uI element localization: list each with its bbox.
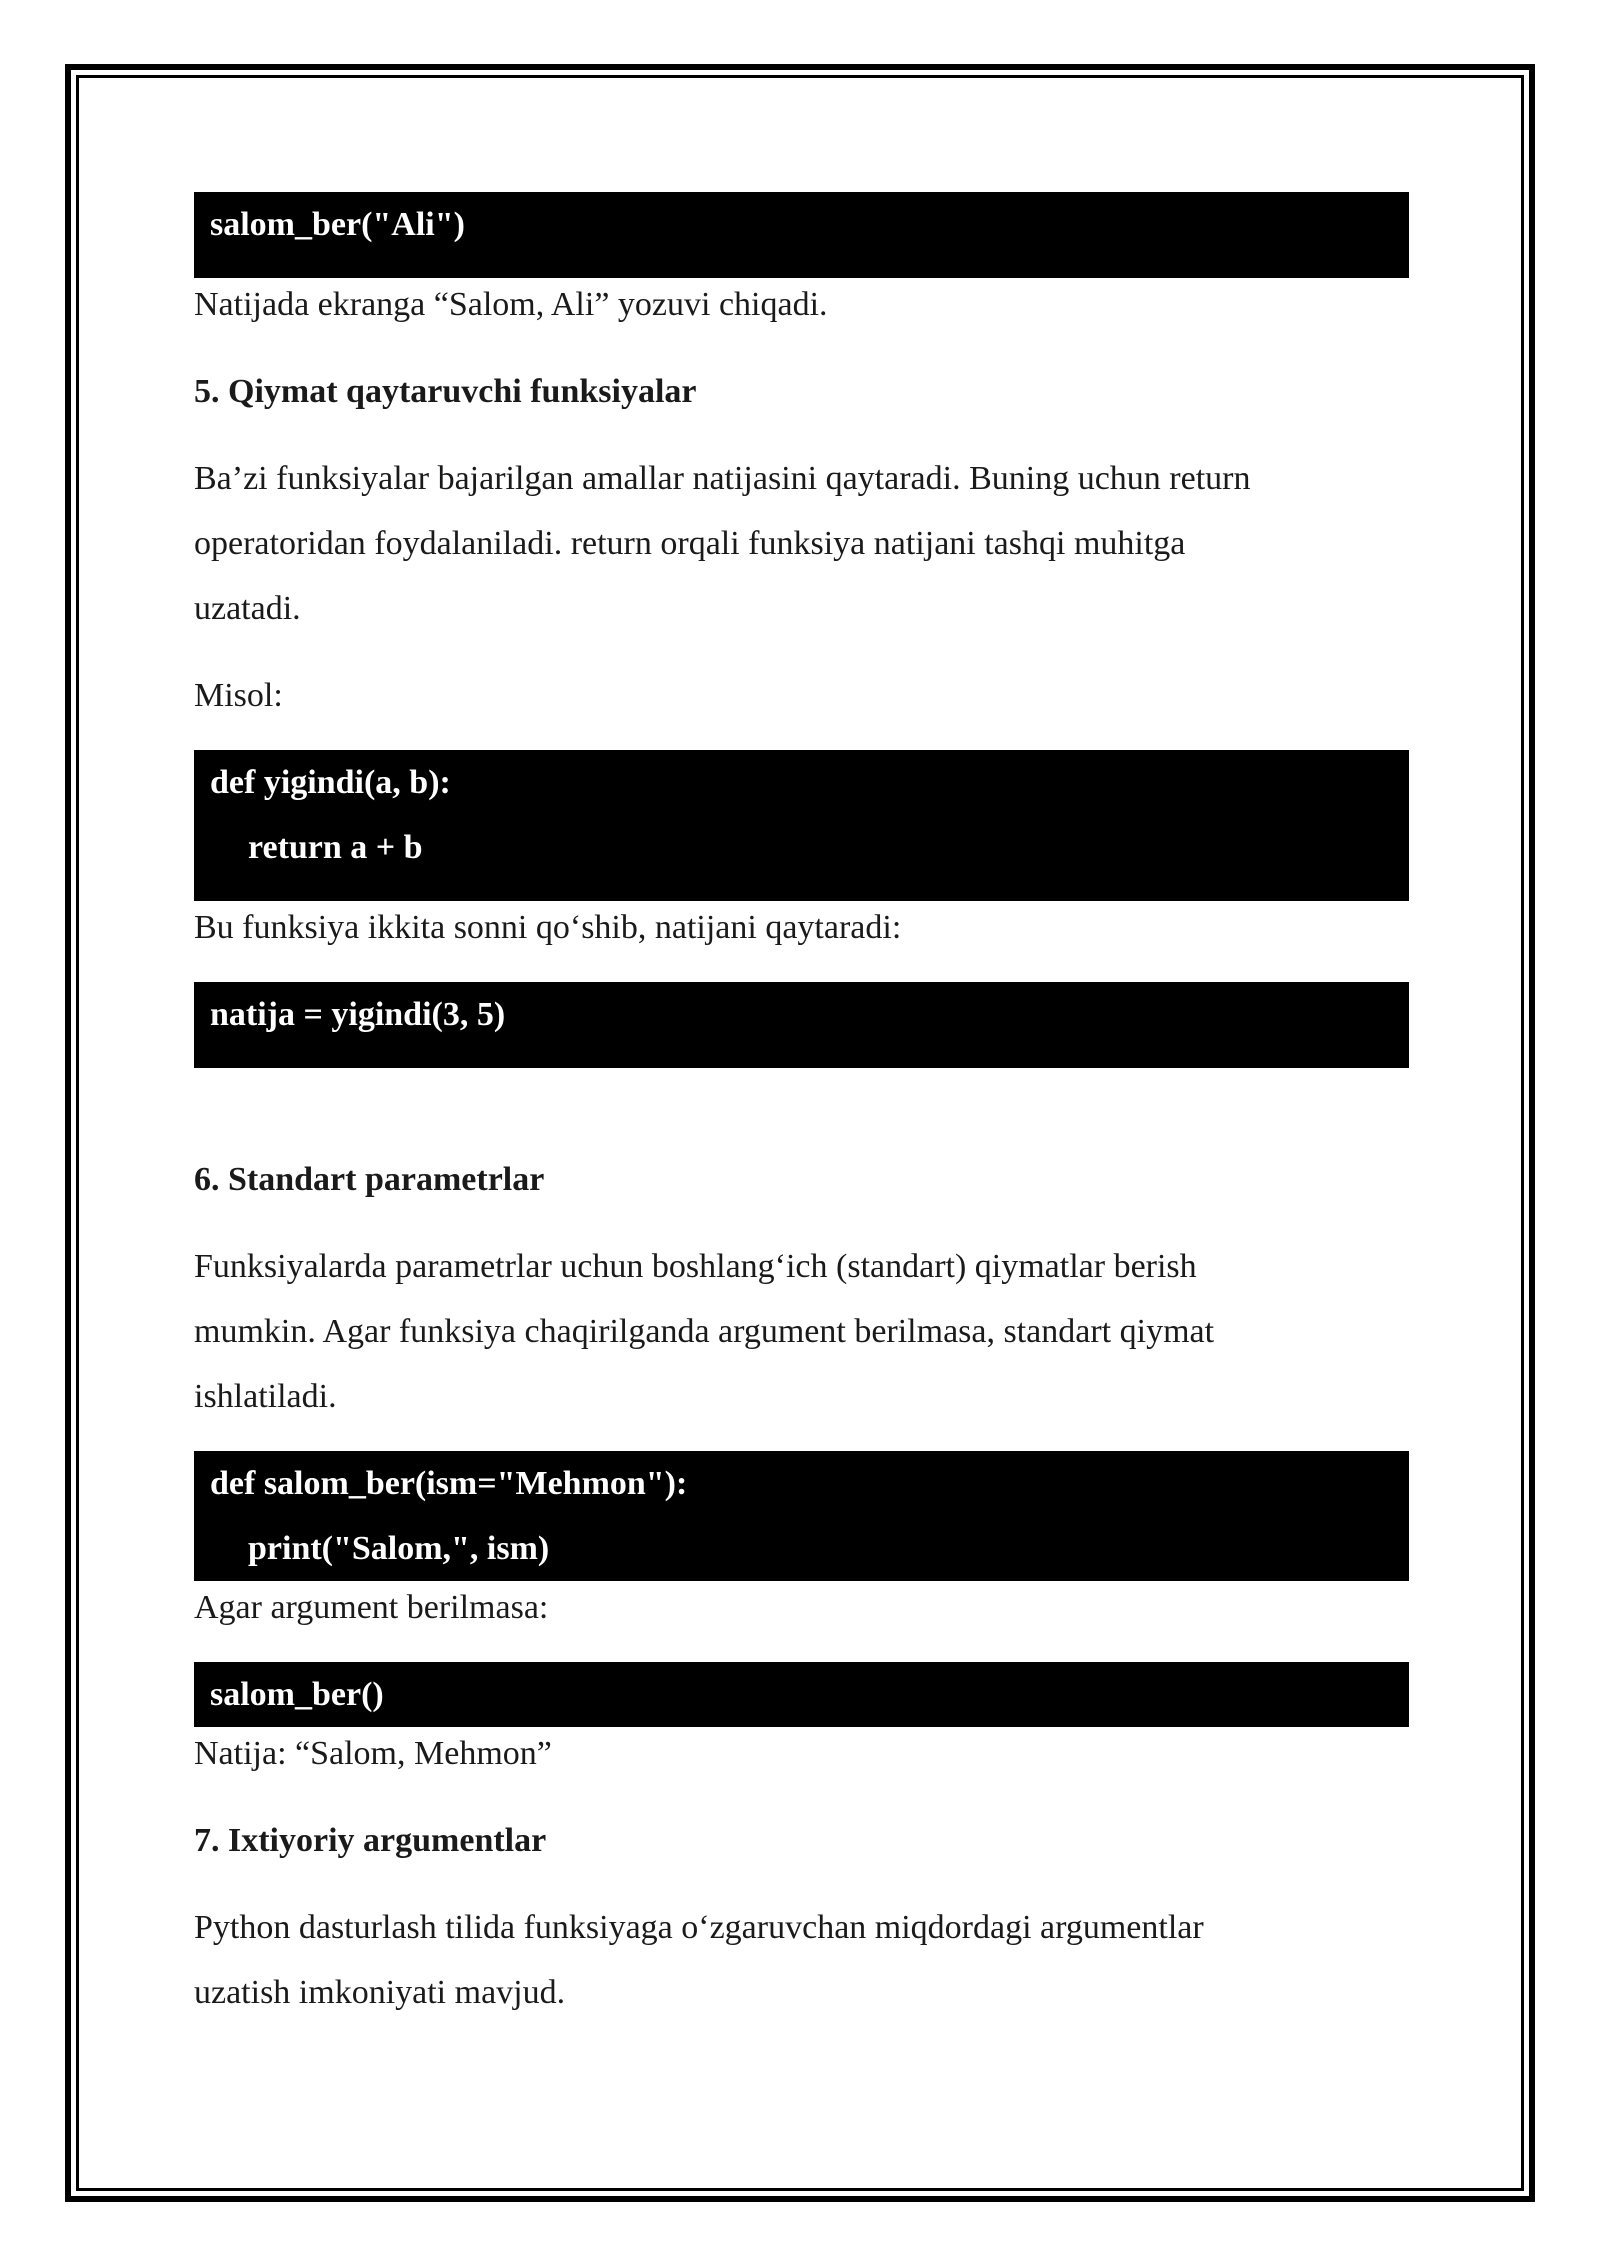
paragraph-return-intro [194, 446, 1409, 641]
code-line: natija = yigindi(3, 5) [210, 996, 506, 1033]
code-line: salom_ber() [210, 1676, 384, 1713]
code-line: return a + b [248, 829, 423, 866]
paragraph-line: Funksiyalarda parametrlar uchun boshlang‘ich (standart) qiymatlar berish [194, 1248, 1197, 1285]
paragraph-line: mumkin. Agar funksiya chaqirilganda argument berilmasa, standart qiymat [194, 1313, 1215, 1350]
paragraph-varargs [194, 1895, 1409, 2025]
heading-section-6: 6. Standart parametrlar [194, 1161, 545, 1198]
paragraph-line: ishlatiladi. [194, 1378, 337, 1415]
code-block-salom-ali [194, 192, 1409, 278]
code-block-yigindi-def [194, 750, 1409, 901]
page-content [194, 192, 1409, 2025]
heading-section-5: 5. Qiymat qaytaruvchi funksiyalar [194, 373, 697, 410]
paragraph-line: uzatadi. [194, 590, 301, 627]
paragraph-no-argument: Agar argument berilmasa: [194, 1589, 549, 1626]
code-line: salom_ber("Ali") [210, 206, 465, 243]
paragraph-line: Ba’zi funksiyalar bajarilgan amallar natijasini qaytaradi. Buning uchun return [194, 460, 1251, 497]
code-line: print("Salom,", ism) [248, 1530, 550, 1567]
code-line: def salom_ber(ism="Mehmon"): [210, 1465, 688, 1502]
paragraph-line: uzatish imkoniyati mavjud. [194, 1974, 566, 2011]
paragraph-yigindi-explain: Bu funksiya ikkita sonni qo‘shib, natijani qaytaradi: [194, 909, 902, 946]
code-line: def yigindi(a, b): [210, 764, 451, 801]
paragraph-line: Python dasturlash tilida funksiyaga o‘zgaruvchan miqdordagi argumentlar [194, 1909, 1204, 1946]
code-block-salom-empty [194, 1662, 1409, 1727]
code-block-yigindi-call [194, 982, 1409, 1068]
paragraph-default-params [194, 1234, 1409, 1429]
paragraph-result-ali: Natijada ekranga “Salom, Ali” yozuvi chiqadi. [194, 286, 828, 323]
heading-section-7: 7. Ixtiyoriy argumentlar [194, 1822, 547, 1859]
paragraph-line: operatoridan foydalaniladi. return orqali funksiya natijani tashqi muhitga [194, 525, 1186, 562]
label-misol: Misol: [194, 677, 283, 714]
code-block-salom-default [194, 1451, 1409, 1581]
paragraph-result-mehmon: Natija: “Salom, Mehmon” [194, 1735, 552, 1772]
